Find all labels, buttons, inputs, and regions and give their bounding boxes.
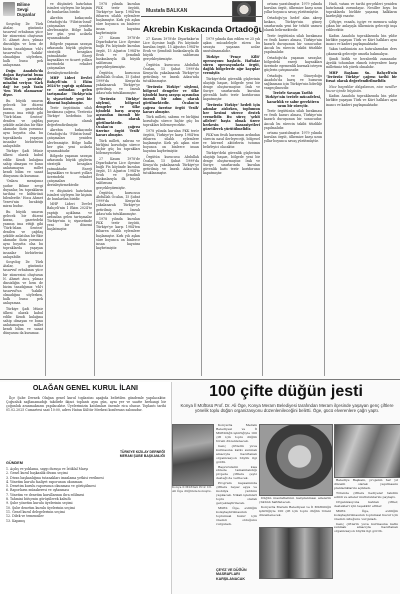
author-rule [141, 16, 262, 17]
paragraph: Türk milleti, sabrını ve birliğini koruduğu sürece hiçbir güç bu toprakları bölemeyecektir. [143, 115, 199, 128]
paragraph: 1978 yılında kurulan PKK terör örgütü, Türkiye'ye karşı 1984'ten itibaren silahlı eylemlere başlamıştır. Kırk yılı aşkın süre boyunca on binlerce insan hayatını kaybetmiştir. [96, 2, 140, 35]
article-headline: Akrebin Kıskacında Ortadoğu [143, 24, 264, 34]
column-rule [45, 0, 46, 376]
paragraph: ortamı yaratılmıştır. 1979 yılında kurulan örgüt, ülkemize karşı uzun yıllar boyunca savaş yürütmüştür. [264, 2, 322, 15]
paragraph: 27 Kasım 1978'de Diyarbakır'ın Lice ilçesine bağlı Fis köyünde kurulan örgüt, 15 Ağustos 1984'te Eruh ve Şemdinli baskınlarıyla ilk büyük saldırısını gerçekleştirmiştir. [143, 37, 199, 62]
paragraph: Ortadoğu'da yaşanan savaşlar, bölgedeki enerji kaynakları üzerinde egemenlik kurmak isteyen güçlerin çatışmasıdır. [264, 55, 322, 72]
paragraph: Konya'da Meram Belediyesi ve İl Müftülüğü işbirliğiyle 100 çift için toplu düğün töreni düzenlenecek. [216, 424, 257, 443]
column-rule [262, 0, 263, 376]
paragraph: Sosyolog Dr. Türk Atalar, günümüz tasavvuf erbabının yüce bir zümresini oluşturan N. Ahmet Avcı, yılmaz dinsizliğin ve hem de bizim tanıdığımız 'ehl-i tasavvuf'un 'hakiki' olmadığını söylerken, halk bunu pek anlayamaz. [3, 22, 43, 67]
paragraph: Düğün masraflarının karşılanması ailelerin yükünü hafifletecek. [259, 497, 331, 504]
subheading: Terörle Savaşın Tarihi: Türkiye'nin terörle mücadelesi, kararlılık ve sabır gerektiren uzun bir süreçtir. [265, 91, 321, 108]
paragraph: 27 Kasım 1978'de Diyarbakır'ın Lice ilçesine bağlı Fis köyünde kurulan örgüt, 15 Ağustos 1984'te Eruh ve Şemdinli baskınlarıyla ilk büyük saldırısını gerçekleştirmiştir. [96, 36, 140, 69]
paragraph: Türkiye'deki güvenlik güçlerinin ulaştığı başarı, bölgede yeni bir denge oluşturmuştur. Irak ve Suriye sınırlarında kurulan güvenlik hattı terör koridorunu kapatmıştır. [203, 150, 260, 176]
feature-subtitle: Konya İl Müftüsü Prof. Dr. Ali Öge, Konya Meram Belediyesi tarafından Meram ilçesinde yaşayan genç çiftlere yönelik toplu düğün organizasyonu düzenlenileceğini belirtti. Öge, gücü elverenlere çağrı yaptı. [180, 403, 394, 414]
officials-photo [334, 424, 400, 478]
paragraph: Örgütün kurucusu Abdullah Öcalan, 15 Şubat 1999'da Kenya'da yakalanarak Türkiye'ye getirilmiş ve İmralı Adası'nda tutuklanmıştır. [143, 155, 199, 176]
agenda-item: 1. Açılış ve yoklama, saygı duruşu ve İstiklal Marşı [6, 467, 88, 471]
paragraph: Türkiye Şadi Münir ülkesi olarak kabul edilir. Kendi kulağına sahip olmayan ve bunu anlatamayan millet kendi bilim ve sanat dünyasını da kuramaz. [3, 149, 43, 178]
author-photo [232, 1, 256, 22]
paragraph: Örgütün kurucusu Abdullah Öcalan, 15 Şubat 1999'da Kenya'da yakalanarak Türkiye'ye getirilmiş ve İmralı Adası'nda tutuklanmıştır. [96, 191, 140, 216]
paragraph: Törende çiftlere hediyeler takdim edildi ve aileler mutluluklarını paylaştı. [334, 490, 398, 499]
paragraph: Bölgede yaşanan savaşın arkasında büyük güçlerin stratejik hesapları yatmaktadır. Enerji kaynakları ve ticaret yolları üzerindeki rekabet çatışmaları derinleştirmektedir. [47, 41, 92, 75]
paragraph: Terör örgütünün silah bırakması ve fesih kararı alması, Türkiye'nin kararlı duruşunun bir sonucudur. Ancak bu sürecin takibi titizlikle yapılmalıdır. [264, 33, 322, 55]
general-assembly-notice [0, 382, 172, 594]
paragraph: Nice bayraklar dalgalansın, nice nesiller huzur içinde büyüsün. [326, 84, 397, 93]
agenda-item: 2. Genel kurul başkanlık divanı seçimi [6, 471, 68, 476]
column-rule [201, 34, 202, 376]
paragraph: Türkiye 'Pençe Kilit' operasyonu başlattı. Haftalar süren operasyonlarla örgüt, dağlık bölgelerde ağır kayıplar vermiştir. [203, 54, 260, 76]
paragraph: Türk milleti, sabrını ve birliğini koruduğu sürece hiçbir güç bu toprakları bölemeyecektir. [96, 139, 140, 156]
signature-line: MERAM ŞUBE BAŞKANLIĞI [119, 454, 165, 459]
agenda-item: 11. Genel kurul delegelerinin seçimi [6, 509, 65, 514]
agenda-item: 12. Dilek ve temenniler [6, 514, 44, 519]
byline-thumbnail [3, 2, 15, 16]
paragraph: 1978 yılında kurulan PKK terör örgütü, Türkiye'ye karşı 1984'ten itibaren silahlı eylemlere başlamıştır. Kırk yılı aşkın süre boyunca on binlerce insan hayatını kaybetmiştir. [96, 217, 140, 250]
article-column-6 [264, 2, 322, 376]
column-rule [94, 0, 95, 376]
agenda-heading: GÜNDEM [6, 461, 23, 465]
couples-group-photo [259, 527, 333, 579]
photo-caption: Konya İl Müftüsü Prof. Dr. Ali Öge düğünde konuştu. [172, 485, 212, 493]
wedding-feature [172, 382, 400, 594]
paragraph: Müftü Öge, evliliğin kolaylaştırılmasının toplumsal huzur için önemli olduğunu vurguladı. [334, 508, 398, 521]
paragraph: Şimdi birlik ve beraberlik zamanıdır. Ayrılık tohumları ekmek isteyenlere karşı milletimiz tek yürek olmalıdır. [326, 57, 397, 70]
author-header [141, 0, 262, 20]
paragraph: 1978 yılında kurulan PKK terör örgütü, Türkiye'ye karşı 1984'ten itibaren silahlı eylemlere başlamıştır. Kırk yılı aşkın süre boyunca on binlerce insan hayatını kaybetmiştir. [143, 128, 199, 154]
feature-subheading: ÇEYİZ VE DÜĞÜN MASRAFLARI KARŞILANACAK [216, 568, 247, 581]
feature-headline: 100 çifte düğün jesti [209, 383, 363, 400]
article-column-7 [326, 2, 397, 376]
paragraph: Terör örgütünün silah bırakması ve fesih kararı alması, Türkiye'nin kararlı duruşunun bir sonucudur. Ancak bu sürecin takibi titizlikle yapılmalıdır. [264, 109, 322, 130]
wedding-ceremony-photo [259, 424, 333, 496]
paragraph: Yakın tarihimizin acı hatıralarından ders çıkararak geleceğe umutla bakmalıyız. [326, 47, 397, 56]
article-column-4 [143, 37, 199, 376]
paragraph: Örgütün kurucusu Abdullah Öcalan, 15 Şubat 1999'da Kenya'da yakalanarak Türkiye'ye getirilmiş ve İmralı Adası'nda tutuklanmıştır. [143, 63, 199, 84]
paragraph: Bölgede yaşanan savaşın arkasında büyük güçlerin stratejik hesapları yatmaktadır. Enerji kaynakları ve ticaret yolları üzerindeki rekabet çatışmaları derinleştirmektedir. [47, 154, 92, 187]
paragraph: Akrebin kıskacında Ortadoğu'da 'Filistin-İsrail' çatışmaları yeniden alevlenmiştir. Bölge halkı her gün yeni acılarla uyanmaktadır. [47, 15, 92, 41]
paragraph: Türkiye Şadi Münir ülkesi olarak kabul edilir. Kendi kulağına sahip olmayan ve bunu anlatamayan millet kendi bilim ve sanat dünyasını da kuramaz. [3, 306, 43, 336]
paragraph: PKK'nın fesih kararının ardından sürecin nasıl ilerleyeceği, bölgesel ve küresel aktörlerin tutumu belirleyici olacaktır. [203, 133, 260, 150]
mufti-photo [172, 424, 214, 486]
agenda-item: 6. Raporların müzakeresi ve oylanması [6, 488, 69, 493]
paragraph: Başvuruların kısa sürede tamamlandığı projede çiftlere çeyiz desteği de verilecek. [216, 464, 257, 481]
paragraph: Organizasyona katılan çiftler, destekleri için teşekkür ettiler. [334, 499, 398, 508]
article-column-1 [3, 22, 43, 376]
paragraph: Doğu Anadolu'da doğan Baytarini buna 'Türk'ün yaratılış' misalini veriyor. 'Kırk dağ' ise yaşlı Yasin 'Sen Türk olamazsın' diyor. [3, 68, 43, 98]
agenda-item: 8. Tahmini bütçenin görüşülerek kabulü [6, 497, 71, 502]
notice-title: OLAĞAN GENEL KURUL İLANI [32, 385, 139, 392]
agenda-list [6, 467, 166, 523]
paragraph: 'Terörsüz Türkiye' söylemi, bölgesel dengeler ve ülke içindeki barış arayışı açısından önemli bir adım olarak görülmektedir. Öcalan'ın çağrısı üzerine örgüt 'fesih' kararı almıştır. [96, 96, 140, 138]
paragraph: Sosyolog Dr. Türk Atalar, günümüz tasavvuf erbabının yüce bir zümresini oluşturan N. Ahmet Avcı, yılmaz dinsizliğin ve hem de bizim tanıdığımız 'ehl-i tasavvuf'un 'hakiki' olmadığını söylerken, halk bunu pek anlayamaz. [3, 260, 43, 306]
paragraph: 'Terörsüz Türkiye' hedefi için adımlar atılırken, toplumun her kesimi sürece destek vermelidir. Bu süreç 'şehit aileleri' başta olmak üzere herkesin hassasiyetleri gözetilerek yürütülmelidir. [203, 102, 260, 132]
notice-signature [30, 450, 165, 458]
paragraph: Genç çiftlerin yuva kurmasına katkı sunmak amacıyla hazırlanan organizasyon büyük ilgi gördü. [334, 521, 398, 534]
article-column-3 [96, 2, 140, 376]
agenda-item: 5. Denetim kurulu raporunun okunması ve görüşülmesi [6, 484, 96, 489]
agenda-item: 7. Yönetim ve denetim kurullarının ibra edilmesi [6, 492, 85, 497]
signature-line: TÜRKİYE KIZILAY DERNEĞİ [119, 450, 165, 454]
paragraph: Kadim Anadolu topraklarında bin yıldır birlikte yaşayan Türk ve Kürt halkları aynı inancı ve kaderi paylaşmaktadır. [326, 94, 397, 107]
paragraph: MHP Lideri Devlet Bahçeli'nin 1 Ekim 2024'te yaptığı açıklama ve ardından gelen tartışmalar Türkiye'nin iç siyasetinde yeni bir dönemi başlatmıştır. [47, 202, 92, 231]
notice-body [6, 396, 166, 412]
paragraph: Ortadoğu ve Güneydoğu Anadolu'da barış ve huzurun sağlanması için Türkiye'nin liderliği vazgeçilmezdir. [264, 73, 322, 90]
column-rule [324, 0, 325, 376]
article-column-2 [47, 2, 92, 376]
agenda-item: 3. Divan başkanlığına tutanakları imzalama yetkisi verilmesi [6, 475, 104, 480]
feature-column-b [259, 497, 331, 525]
paragraph: Akrebin kıskacında Ortadoğu'da 'Filistin-İsrail' çatışmaları yeniden alevlenmiştir. Bölge halkı her gün yeni acılarla uyanmaktadır. [47, 128, 92, 153]
paragraph: Konya'da Meram Belediyesi ve İl Müftülüğü işbirliğiyle 100 çift için toplu düğün töreni düzenlenecek. [259, 504, 331, 517]
author-name: Mustafa BALKAN [146, 8, 188, 14]
paragraph: Müftü Öge, evliliğin kolaylaştırılmasının toplumsal huzur için önemli olduğunu vurguladı. [216, 506, 257, 526]
paragraph: Ortadoğu'yu hedef alan akrep kıskacı, Türkiye'nin güney sınırlarında yeni bir tehdit unsuru olarak belirmektedir. [264, 15, 322, 33]
agenda-item: 10. Şube denetim kurulu üyelerinin seçimi [6, 505, 75, 510]
paragraph: Türkiye'deki güvenlik güçlerinin ulaştığı başarı, bölgede yeni bir denge oluşturmuştur. Irak ve Suriye sınırlarında kurulan güvenlik hattı terör koridorunu kapatmıştır. [203, 76, 260, 102]
paragraph: Çiftçiye, esnafa, işçiye ve memura sahip çıkan bir anlayışla ülkemizin geleceği inşa edilecektir. [326, 19, 397, 33]
paragraph: Kadim Anadolu topraklarında bin yıldır birlikte yaşayan Türk ve Kürt halkları aynı inancı ve kaderi paylaşmaktadır. [326, 33, 397, 46]
paragraph: Program kapsamında çiftlere beyaz eşya ve mobilya yardımı yapılacak. Nikah işlemleri toplu olarak gerçekleştirilecek. [216, 481, 257, 506]
paragraph: ortamı yaratılmıştır. 1979 yılında kurulan örgüt, ülkemize karşı uzun yıllar boyunca savaş yürütmüştür. [264, 131, 322, 144]
section-divider [0, 379, 400, 380]
column-byline [3, 2, 43, 17]
paragraph: 'Onlara mesajımız şudur: Bilime sevgi duyanlar, bu toprakların tarihini ve kültürünü bilenlerdir.' Hoca Ahmet Yesevi'nin bıraktığı miras budur. [3, 179, 43, 209]
agenda-item: 13. Kapanış [6, 518, 26, 523]
paragraph: 27 Kasım 1978'de Diyarbakır'ın Lice ilçesine bağlı Fis köyünde kurulan örgüt, 15 Ağustos 1984'te Eruh ve Şemdinli baskınlarıyla ilk büyük saldırısını gerçekleştirmiştir. [96, 156, 140, 190]
paragraph: ve düşünürü hatırlatan isimleri söyleyen bir kişinin de bunlardan biridir. [47, 188, 92, 201]
paragraph: ve düşünürü hatırlatan isimleri söyleyen bir kişinin de bunlardan biridir. [47, 2, 92, 15]
paragraph: Örgütün kurucusu Abdullah Öcalan, 15 Şubat 1999'da Kenya'da yakalanarak Türkiye'ye getirilmiş ve İmralı Adası'nda tutuklanmıştır. [96, 70, 140, 95]
feature-column-c [334, 479, 398, 591]
paragraph: 'Terörsüz Türkiye' söylemi, bölgesel dengeler ve ülke içindeki barış arayışı açısından önemli bir adım olarak görülmektedir. Öcalan'ın çağrısı üzerine örgüt 'fesih' kararı almıştır. [143, 85, 199, 114]
paragraph: Hadi, vatanı ve tarihi gerçekleri yeniden hatırlamak zorundayız. Nesiller boyu bu topraklarda birlikte yaşamış halkların kardeşliği esastır. [326, 2, 397, 19]
paragraph: Belediye Başkanı, projenin her yıl düzenli olarak yapılmasını planladıklarını açıkladı. [334, 479, 398, 490]
agenda-item: 9. Şube yönetim kurulu üyelerinin seçimi [6, 501, 73, 506]
article-column-5 [203, 37, 260, 376]
paragraph: Genç çiftlerin yuva kurmasına katkı sunmak amacıyla hazırlanan organizasyon büyük ilgi gördü. [216, 443, 257, 464]
paragraph: MHP Başkanı Sn. Bahçeli'nin 'Terörsüz Türkiye' çağrısı tarihi bir fırsat olarak değerlendirilmelidir. [326, 70, 397, 84]
feature-column-a [216, 424, 257, 566]
byline-title: Bilime Sevgi Duyanlar [17, 2, 36, 17]
paragraph: Bu büyük sınavın gelecek bir düzeni kuran, gazetedeki yazının ima ettiği gibi 'Türk-İslam Sentezi' denilen ve çağdaş şekilde anlatılan bir fikir akımıdır. Sizin yorumuz aynı boyutta olsa bu topraklarda yaşayan insanlar birbirlerini anlayabilir. [3, 98, 43, 148]
paragraph: MHP Lideri Devlet Bahçeli'nin 1 Ekim 2024'te yaptığı açıklama ve ardından gelen tartışmalar Türkiye'nin iç siyasetinde yeni bir dönemi başlatmıştır. [47, 76, 92, 105]
paragraph: Terör örgütünün silah bırakması çağrısı, 'Terörsüz Türkiye' hedefinin bir parçası olarak değerlendirilmiştir. [47, 106, 92, 127]
paragraph: 1979 yılında ilan edilen ve 25 yılı aşkın mücadeleyle süren bu savaşta yaşanan acılar unutulmamalıdır. [203, 37, 260, 54]
paragraph: Bu büyük sınavın gelecek bir düzeni kuran, gazetedeki yazının ima ettiği gibi 'Türk-İslam Sentezi' denilen ve çağdaş şekilde anlatılan bir fikir akımıdır. Sizin yorumuz aynı boyutta olsa bu topraklarda yaşayan insanlar birbirlerini anlayabilir. [3, 209, 43, 259]
notice-paragraph: İlçe Şube Dernek Olağan genel kurul toplantısı aşağıda belirtilen gündemle yapılacaktır. Çoğunluk sağlanamadığı takdirde ikinci toplantı aynı gün, aynı yer ve saatte herhangi bir çoğunluk aranmaksızın yapılacaktır. Üyelerimizin katılımları önemle rica olunur. Toplantı tarihi 01.02.2025 Cumartesi saat 10:00, adres Hatun Kültür Merkezi konferans salonudur. [6, 396, 166, 413]
agenda-item: 4. Yönetim kurulu faaliyet raporunun okunması [6, 479, 83, 484]
